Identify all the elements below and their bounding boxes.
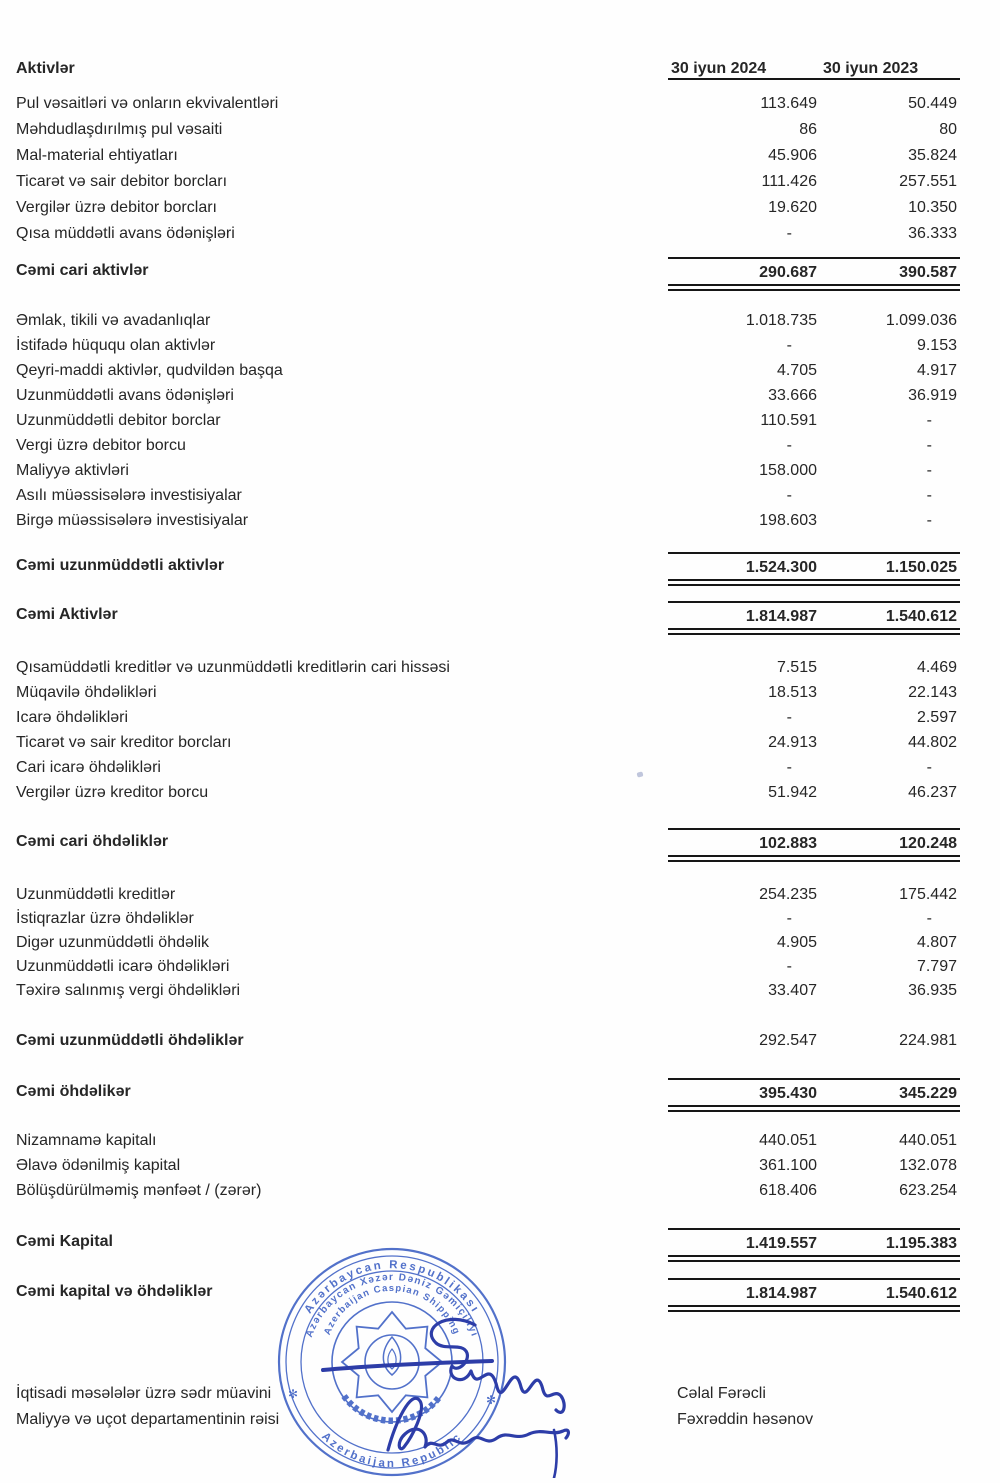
value-2023: 390.587 bbox=[899, 264, 957, 281]
table-row bbox=[16, 883, 960, 907]
table-row bbox=[16, 483, 960, 508]
row-values bbox=[668, 730, 960, 755]
value-2024: 1.524.300 bbox=[745, 559, 817, 576]
row-label: Digər uzunmüddətli öhdəlik bbox=[16, 934, 209, 951]
value-2024: 440.051 bbox=[759, 1132, 817, 1149]
row-values bbox=[668, 883, 960, 907]
value-2023: 1.195.383 bbox=[885, 1235, 957, 1252]
value-2023: 9.153 bbox=[916, 337, 957, 354]
total-row bbox=[16, 601, 960, 628]
signature-2-descender bbox=[554, 1430, 557, 1478]
value-2023: 1.150.025 bbox=[885, 559, 957, 576]
company-stamp bbox=[270, 1240, 600, 1478]
row-values bbox=[668, 1128, 960, 1153]
table-row bbox=[16, 1178, 960, 1203]
row-values bbox=[668, 680, 960, 705]
value-2024: - bbox=[786, 487, 792, 504]
row-values bbox=[668, 601, 960, 628]
value-2024: 4.705 bbox=[776, 362, 817, 379]
row-values bbox=[668, 931, 960, 955]
row-values bbox=[668, 333, 960, 358]
value-2024: 4.905 bbox=[776, 934, 817, 951]
row-label: Aktivlər bbox=[16, 60, 75, 77]
row-values bbox=[668, 780, 960, 805]
value-2024: - bbox=[786, 759, 792, 776]
value-2023: 36.333 bbox=[908, 225, 957, 242]
table-row bbox=[16, 931, 960, 955]
value-2024: 33.407 bbox=[768, 982, 817, 999]
row-values bbox=[668, 257, 960, 284]
row-label: Əmlak, tikili və avadanlıqlar bbox=[16, 312, 211, 329]
value-2023: 132.078 bbox=[899, 1157, 957, 1174]
value-2024: 111.426 bbox=[761, 173, 817, 190]
value-2023: 175.442 bbox=[899, 886, 957, 903]
table-row bbox=[16, 333, 960, 358]
double-rule bbox=[668, 579, 960, 586]
row-label: İstiqrazlar üzrə öhdəliklər bbox=[16, 910, 194, 927]
value-2024: 19.620 bbox=[768, 199, 817, 216]
stamp-outer-top-text: Azərbaycan Respublikası bbox=[302, 1259, 482, 1316]
table-row bbox=[16, 358, 960, 383]
row-values bbox=[668, 483, 960, 508]
value-2023: 35.824 bbox=[908, 147, 957, 164]
row-label: Uzunmüddətli debitor borclar bbox=[16, 412, 221, 429]
value-2023: 2.597 bbox=[916, 709, 957, 726]
value-2024: 45.906 bbox=[768, 147, 817, 164]
value-2024: 361.100 bbox=[759, 1157, 817, 1174]
value-2024: - bbox=[786, 337, 792, 354]
row-values bbox=[668, 1278, 960, 1305]
table-row bbox=[16, 730, 960, 755]
row-values bbox=[668, 308, 960, 333]
value-2024: 102.883 bbox=[759, 835, 817, 852]
double-rule bbox=[668, 1255, 960, 1262]
row-label: İstifadə hüququ olan aktivlər bbox=[16, 337, 216, 354]
row-values bbox=[668, 221, 960, 247]
row-label: Müqavilə öhdəlikləri bbox=[16, 684, 157, 701]
value-2023: 36.935 bbox=[908, 982, 957, 999]
row-label: Vergi üzrə debitor borcu bbox=[16, 437, 186, 454]
row-values bbox=[668, 195, 960, 221]
total-row bbox=[16, 828, 960, 855]
value-2024: 18.513 bbox=[768, 684, 817, 701]
value-2023: 1.540.612 bbox=[885, 608, 957, 625]
table-row bbox=[16, 143, 960, 169]
value-2024: 33.666 bbox=[768, 387, 817, 404]
value-2023: 1.099.036 bbox=[885, 312, 957, 329]
total-row bbox=[16, 552, 960, 579]
table-row bbox=[16, 955, 960, 979]
value-2024: 1.814.987 bbox=[745, 1285, 817, 1302]
table-row bbox=[16, 383, 960, 408]
value-2023: 120.248 bbox=[899, 835, 957, 852]
wreath-icon bbox=[344, 1396, 440, 1421]
row-label: Qeyri-maddi aktivlər, qudvildən başqa bbox=[16, 362, 283, 379]
stamp-inner-mid-text: Azerbaijan Caspian Shipping bbox=[322, 1282, 462, 1337]
value-2024: 254.235 bbox=[759, 886, 817, 903]
value-2024: 113.649 bbox=[760, 95, 817, 112]
double-rule bbox=[668, 1105, 960, 1112]
row-values bbox=[668, 408, 960, 433]
double-rule bbox=[668, 284, 960, 291]
value-2023: 224.981 bbox=[899, 1032, 957, 1049]
value-2023: 36.919 bbox=[908, 387, 957, 404]
row-label: Ticarət və sair debitor borcları bbox=[16, 173, 228, 190]
row-values bbox=[668, 755, 960, 780]
value-2024: - bbox=[786, 910, 792, 927]
signatory-name: Cəlal Fərəcli bbox=[677, 1385, 766, 1402]
value-2024: 1.814.987 bbox=[745, 608, 817, 625]
value-2023: 257.551 bbox=[899, 173, 957, 190]
table-row bbox=[16, 308, 960, 333]
total-row bbox=[16, 257, 960, 284]
row-label: Asılı müəssisələrə investisiyalar bbox=[16, 487, 242, 504]
value-2024: 30 iyun 2024 bbox=[671, 60, 767, 77]
row-label: Cəmi kapital və öhdəliklər bbox=[16, 1283, 213, 1300]
value-2023: - bbox=[926, 910, 932, 927]
row-label: Məhdudlaşdırılmış pul vəsaiti bbox=[16, 121, 223, 138]
value-2023: - bbox=[926, 512, 932, 529]
value-2023: 345.229 bbox=[899, 1085, 957, 1102]
row-label: Təxirə salınmış vergi öhdəlikləri bbox=[16, 982, 241, 999]
row-label: Cəmi cari aktivlər bbox=[16, 262, 149, 279]
stamp-inner-top-text: Azərbaycan Xəzər Dəniz Gəmiçiliyi bbox=[303, 1271, 481, 1339]
table-row bbox=[16, 117, 960, 143]
value-2024: 51.942 bbox=[768, 784, 817, 801]
table-row bbox=[16, 1153, 960, 1178]
row-values bbox=[668, 955, 960, 979]
row-label: Qısamüddətli kreditlər və uzunmüddətli kreditlərin cari hissəsi bbox=[16, 659, 450, 676]
table-row bbox=[16, 655, 960, 680]
row-values bbox=[668, 1153, 960, 1178]
row-label: Uzunmüddətli avans ödənişləri bbox=[16, 387, 234, 404]
value-2023: 50.449 bbox=[908, 95, 957, 112]
row-label: Birgə müəssisələrə investisiyalar bbox=[16, 512, 249, 529]
value-2023: 80 bbox=[939, 121, 957, 138]
row-values bbox=[668, 1028, 960, 1053]
row-values bbox=[668, 1228, 960, 1255]
row-values bbox=[668, 907, 960, 931]
row-label: Bölüşdürülməmiş mənfəət / (zərər) bbox=[16, 1182, 262, 1199]
signatory-title: İqtisadi məsələlər üzrə sədr müavini bbox=[16, 1385, 272, 1402]
table-row bbox=[16, 1128, 960, 1153]
double-rule bbox=[668, 628, 960, 635]
row-values bbox=[668, 655, 960, 680]
row-label: Cəmi cari öhdəliklər bbox=[16, 833, 169, 850]
value-2023: 30 iyun 2023 bbox=[823, 60, 919, 77]
row-label: Mal-material ehtiyatları bbox=[16, 147, 178, 164]
row-values bbox=[668, 508, 960, 533]
value-2023: - bbox=[926, 487, 932, 504]
total-row bbox=[16, 1078, 960, 1105]
value-2023: 10.350 bbox=[908, 199, 957, 216]
stamp-star-separator: ✻ bbox=[288, 1387, 299, 1401]
table-row bbox=[16, 433, 960, 458]
row-label: Vergilər üzrə debitor borcları bbox=[16, 199, 217, 216]
value-2024: 7.515 bbox=[776, 659, 817, 676]
value-2024: 292.547 bbox=[759, 1032, 817, 1049]
row-label: Pul vəsaitləri və onların ekvivalentləri bbox=[16, 95, 279, 112]
signatory-names bbox=[677, 1381, 813, 1433]
value-2024: - bbox=[786, 709, 792, 726]
signatory-name: Fəxrəddin həsənov bbox=[677, 1411, 814, 1428]
row-values bbox=[668, 979, 960, 1003]
stamp-outer-bottom-text: Azerbaijan Republic bbox=[319, 1430, 465, 1470]
row-values bbox=[668, 1078, 960, 1105]
table-row bbox=[16, 979, 960, 1003]
table-row bbox=[16, 221, 960, 247]
row-values bbox=[668, 143, 960, 169]
row-label: Cəmi Kapital bbox=[16, 1233, 113, 1250]
value-2024: 198.603 bbox=[759, 512, 817, 529]
signatory-titles bbox=[16, 1381, 279, 1433]
row-values bbox=[668, 458, 960, 483]
value-2023: 44.802 bbox=[908, 734, 957, 751]
value-2023: 4.469 bbox=[916, 659, 957, 676]
table-row bbox=[16, 755, 960, 780]
table-row bbox=[16, 91, 960, 117]
value-2024: 158.000 bbox=[759, 462, 817, 479]
value-2024: 290.687 bbox=[759, 264, 817, 281]
value-2023: - bbox=[926, 437, 932, 454]
double-rule bbox=[668, 855, 960, 862]
value-2024: 1.419.557 bbox=[745, 1235, 817, 1252]
value-2024: - bbox=[786, 437, 792, 454]
row-values bbox=[668, 705, 960, 730]
value-2024: 86 bbox=[799, 121, 817, 138]
row-values bbox=[668, 91, 960, 117]
value-2024: 110.591 bbox=[760, 412, 817, 429]
table-header-row bbox=[16, 58, 960, 80]
table-row bbox=[16, 408, 960, 433]
value-2024: - bbox=[786, 958, 792, 975]
table-row bbox=[16, 907, 960, 931]
table-row bbox=[16, 680, 960, 705]
row-label: Ticarət və sair kreditor borcları bbox=[16, 734, 232, 751]
value-2023: 22.143 bbox=[908, 684, 957, 701]
table-row bbox=[16, 169, 960, 195]
signatory-title: Maliyyə və uçot departamentinin rəisi bbox=[16, 1411, 280, 1428]
row-label: Maliyyə aktivləri bbox=[16, 462, 129, 479]
row-values bbox=[668, 383, 960, 408]
row-values bbox=[668, 58, 960, 80]
value-2023: 440.051 bbox=[899, 1132, 957, 1149]
row-label: Əlavə ödənilmiş kapital bbox=[16, 1157, 181, 1174]
row-label: Uzunmüddətli icarə öhdəlikləri bbox=[16, 958, 230, 975]
row-values bbox=[668, 169, 960, 195]
value-2023: 4.917 bbox=[916, 362, 957, 379]
value-2023: 46.237 bbox=[908, 784, 957, 801]
value-2024: - bbox=[786, 225, 792, 242]
row-label: Cəmi uzunmüddətli aktivlər bbox=[16, 557, 225, 574]
row-label: Vergilər üzrə kreditor borcu bbox=[16, 784, 209, 801]
value-2023: - bbox=[926, 462, 932, 479]
row-values bbox=[668, 828, 960, 855]
stamp-star-separator: ✻ bbox=[486, 1393, 497, 1407]
value-2023: 1.540.612 bbox=[885, 1285, 957, 1302]
value-2023: 4.807 bbox=[916, 934, 957, 951]
table-row bbox=[16, 705, 960, 730]
value-2024: 395.430 bbox=[759, 1085, 817, 1102]
table-row bbox=[16, 195, 960, 221]
total-row bbox=[16, 1028, 960, 1053]
value-2024: 618.406 bbox=[759, 1182, 817, 1199]
value-2023: 7.797 bbox=[916, 958, 957, 975]
row-values bbox=[668, 1178, 960, 1203]
row-values bbox=[668, 552, 960, 579]
row-label: Cəmi öhdəlikər bbox=[16, 1083, 131, 1100]
row-values bbox=[668, 433, 960, 458]
value-2024: 1.018.735 bbox=[745, 312, 817, 329]
double-rule bbox=[668, 1305, 960, 1312]
row-label: Cari icarə öhdəlikləri bbox=[16, 759, 161, 776]
row-label: Icarə öhdəlikləri bbox=[16, 709, 129, 726]
row-label: Uzunmüddətli kreditlər bbox=[16, 886, 176, 903]
value-2023: 623.254 bbox=[899, 1182, 957, 1199]
table-row bbox=[16, 780, 960, 805]
value-2024: 24.913 bbox=[768, 734, 817, 751]
value-2023: - bbox=[926, 759, 932, 776]
table-row bbox=[16, 458, 960, 483]
value-2023: - bbox=[926, 412, 932, 429]
row-values bbox=[668, 358, 960, 383]
row-label: Cəmi Aktivlər bbox=[16, 606, 118, 623]
row-label: Nizamnamə kapitalı bbox=[16, 1132, 157, 1149]
table-row bbox=[16, 508, 960, 533]
row-label: Cəmi uzunmüddətli öhdəliklər bbox=[16, 1032, 244, 1049]
row-label: Qısa müddətli avans ödənişləri bbox=[16, 225, 235, 242]
row-values bbox=[668, 117, 960, 143]
